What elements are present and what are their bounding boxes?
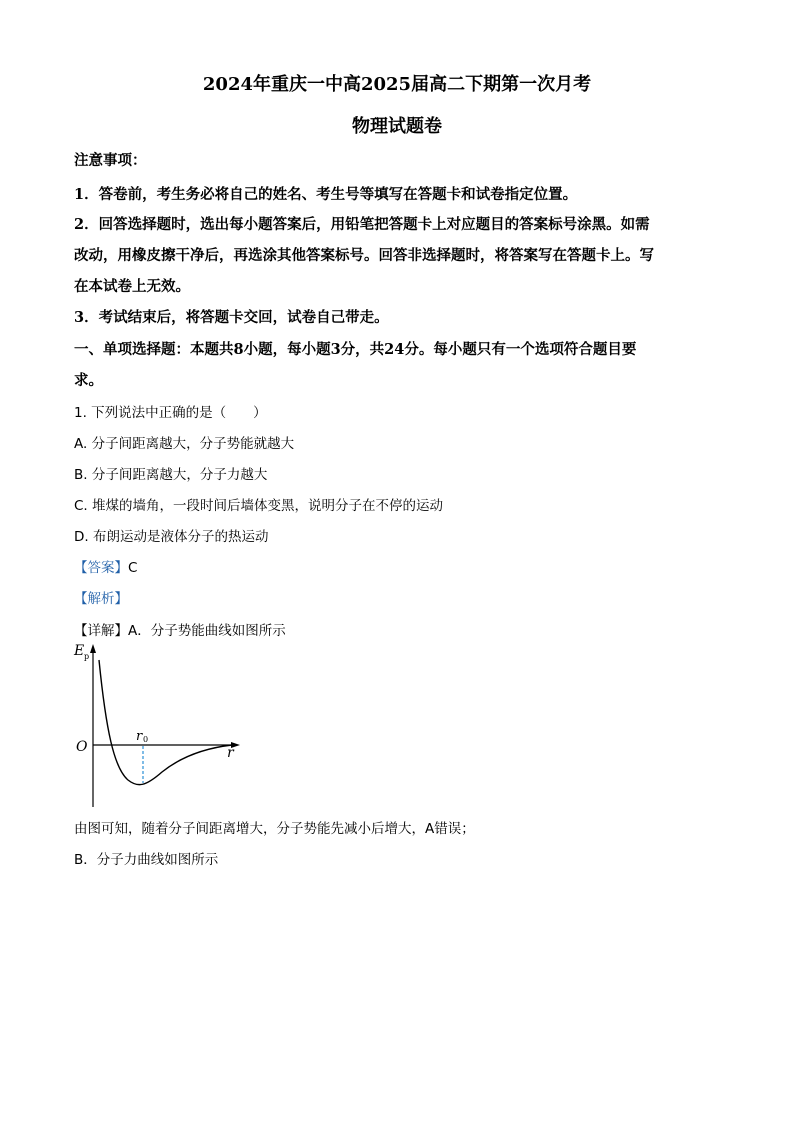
y-axis-label: E bbox=[74, 643, 85, 659]
potential-energy-graph bbox=[70, 640, 250, 812]
potential-curve bbox=[99, 660, 232, 785]
detail-tag: 【详解】 bbox=[74, 623, 128, 639]
r0-label-sub: 0 bbox=[143, 735, 149, 744]
analysis-tag: 【解析】 bbox=[74, 591, 128, 607]
detail-line bbox=[74, 619, 286, 639]
page-subtitle: 物理试题卷 bbox=[352, 116, 442, 137]
x-axis-label: r bbox=[227, 745, 234, 761]
origin-label: O bbox=[76, 739, 88, 755]
option-a: A. 分子间距离越大，分子势能就越大 bbox=[74, 436, 295, 452]
question-1-stem: 1. 下列说法中正确的是（ ） bbox=[74, 405, 267, 421]
section-heading-line-2: 求。 bbox=[74, 372, 103, 389]
notes-heading: 注意事项： bbox=[74, 152, 147, 169]
note-2-line-2: 改动，用橡皮擦干净后，再选涂其他答案标号。回答非选择题时，将答案写在答题卡上。写 bbox=[74, 247, 654, 264]
note-2-line-1: 2．回答选择题时，选出每小题答案后，用铅笔把答题卡上对应题目的答案标号涂黑。如需 bbox=[74, 216, 650, 233]
option-d: D. 布朗运动是液体分子的热运动 bbox=[74, 529, 269, 545]
note-3: 3．考试结束后，将答题卡交回，试卷自己带走。 bbox=[74, 309, 389, 326]
r0-label: r bbox=[136, 729, 143, 744]
answer-tag: 【答案】 bbox=[74, 560, 128, 576]
option-b: B. 分子间距离越大，分子力越大 bbox=[74, 467, 268, 483]
detail-text: A．分子势能曲线如图所示 bbox=[128, 623, 286, 639]
option-b-detail: B．分子力曲线如图所示 bbox=[74, 852, 219, 868]
section-heading-line-1: 一、单项选择题：本题共8小题，每小题3分，共24分。每小题只有一个选项符合题目要 bbox=[74, 341, 637, 358]
y-axis-arrow bbox=[90, 644, 96, 653]
note-2-line-3: 在本试卷上无效。 bbox=[74, 278, 190, 295]
y-axis-label-sub: p bbox=[84, 652, 90, 661]
answer-line bbox=[74, 556, 137, 576]
after-graph-text: 由图可知，随着分子间距离增大，分子势能先减小后增大，A错误； bbox=[74, 821, 475, 837]
page-title: 2024年重庆一中高2025届高二下期第一次月考 bbox=[202, 74, 592, 95]
answer-value: C bbox=[128, 560, 138, 576]
note-1: 1．答卷前，考生务必将自己的姓名、考生号等填写在答题卡和试卷指定位置。 bbox=[74, 186, 578, 203]
option-c: C. 堆煤的墙角，一段时间后墙体变黑，说明分子在不停的运动 bbox=[74, 498, 444, 514]
